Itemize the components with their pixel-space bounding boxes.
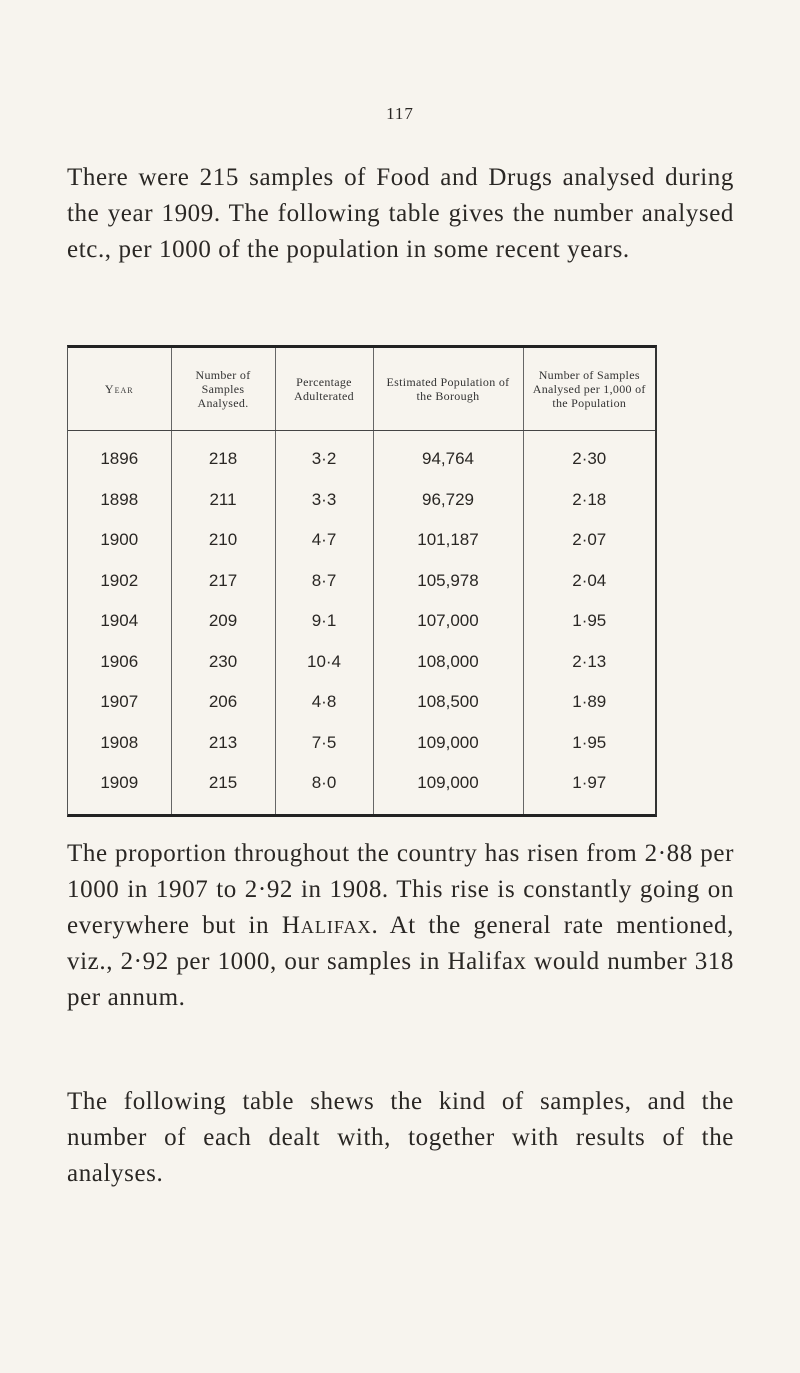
table-header-row <box>68 348 655 431</box>
cell-population: 105,978 <box>373 561 523 602</box>
cell-year: 1908 <box>68 723 171 764</box>
cell-rate: 2·30 <box>572 449 607 469</box>
proportion-text-before: The proportion throughout the country has risen from 2·88 per 1000 in 1907 to 2·92 in 1908. This rise is constantly going on everywhere but in <box>67 840 734 939</box>
table-row <box>68 682 655 723</box>
cell-population: 108,500 <box>373 682 523 723</box>
header-percentage-adulterated: Percentage Adulterated <box>275 348 373 431</box>
proportion-paragraph <box>67 836 734 1016</box>
page-number: 117 <box>386 104 414 123</box>
table-row <box>68 480 655 521</box>
place-name-halifax: Halifax <box>281 912 372 939</box>
cell-samples: 209 <box>171 601 275 642</box>
cell-samples: 217 <box>171 561 275 602</box>
cell-percentage: 9·1 <box>275 601 373 642</box>
cell-population: 107,000 <box>373 601 523 642</box>
cell-year: 1898 <box>68 480 171 521</box>
table-row <box>68 763 655 814</box>
cell-samples: 230 <box>171 642 275 683</box>
cell-year: 1907 <box>68 682 171 723</box>
header-estimated-population: Estimated Population of the Borough <box>373 348 523 431</box>
intro-paragraph: There were 215 samples of Food and Drugs analysed during the year 1909. The following table gives the number analysed etc., per 1000 of the population in some recent years. <box>67 164 734 263</box>
cell-population: 96,729 <box>373 480 523 521</box>
proportion-text-after: . At the general rate mentioned, viz., 2·92 per 1000, our samples in Halifax would number 318 per annum. <box>67 912 734 1011</box>
cell-population: 108,000 <box>373 642 523 683</box>
table-row <box>68 642 655 683</box>
cell-population: 109,000 <box>373 763 523 814</box>
cell-samples: 211 <box>171 480 275 521</box>
cell-rate: 2·18 <box>572 489 607 509</box>
cell-rate: 1·95 <box>572 732 607 752</box>
cell-year: 1900 <box>68 520 171 561</box>
cell-population: 94,764 <box>373 431 523 480</box>
cell-year: 1902 <box>68 561 171 602</box>
header-samples-analysed: Number of Samples Analysed. <box>171 348 275 431</box>
cell-rate: 2·07 <box>572 530 607 550</box>
cell-population: 109,000 <box>373 723 523 764</box>
cell-percentage: 8·0 <box>275 763 373 814</box>
cell-percentage: 8·7 <box>275 561 373 602</box>
samples-table <box>67 345 657 817</box>
cell-samples: 218 <box>171 431 275 480</box>
header-year: Year <box>68 348 171 431</box>
following-table-paragraph: The following table shews the kind of samples, and the number of each dealt with, together with results of the analyses. <box>67 1088 734 1187</box>
table-row <box>68 561 655 602</box>
header-samples-per-thousand: Number of Samples Analysed per 1,000 of the Population <box>523 348 655 431</box>
cell-percentage: 10·4 <box>275 642 373 683</box>
table-row <box>68 601 655 642</box>
cell-samples: 206 <box>171 682 275 723</box>
cell-year: 1904 <box>68 601 171 642</box>
cell-year: 1909 <box>68 763 171 814</box>
cell-year: 1896 <box>68 431 171 480</box>
table-row <box>68 431 655 480</box>
table-row <box>68 723 655 764</box>
cell-rate: 2·04 <box>572 570 607 590</box>
cell-rate: 1·95 <box>572 611 607 631</box>
cell-percentage: 4·7 <box>275 520 373 561</box>
cell-rate: 1·89 <box>572 692 607 712</box>
cell-samples: 210 <box>171 520 275 561</box>
cell-rate: 2·13 <box>572 651 607 671</box>
table-row <box>68 520 655 561</box>
cell-samples: 213 <box>171 723 275 764</box>
cell-percentage: 4·8 <box>275 682 373 723</box>
cell-percentage: 3·3 <box>275 480 373 521</box>
cell-population: 101,187 <box>373 520 523 561</box>
cell-year: 1906 <box>68 642 171 683</box>
cell-rate: 1·97 <box>572 773 607 793</box>
cell-percentage: 7·5 <box>275 723 373 764</box>
cell-samples: 215 <box>171 763 275 814</box>
cell-percentage: 3·2 <box>275 431 373 480</box>
